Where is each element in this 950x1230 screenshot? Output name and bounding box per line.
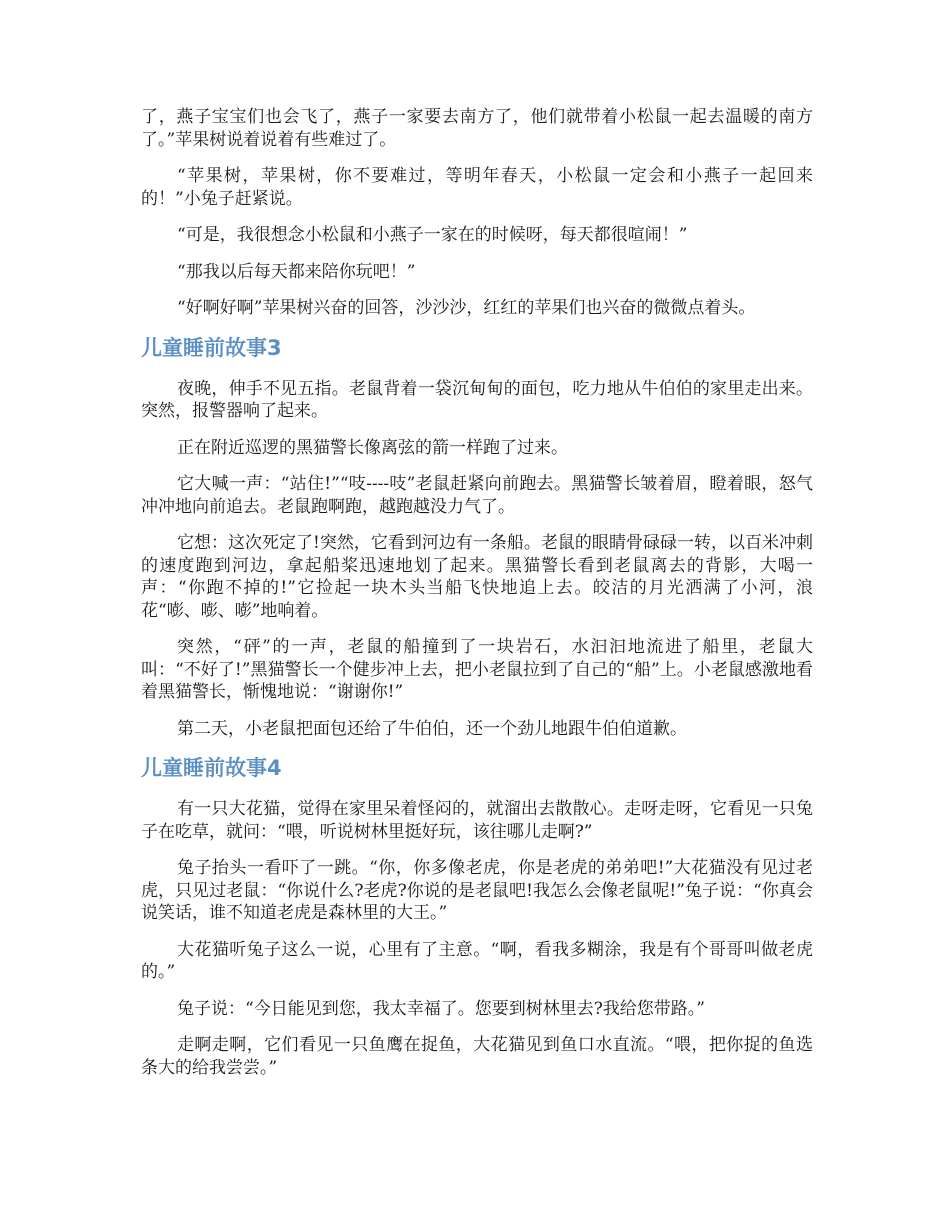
- paragraph: 第二天，小老鼠把面包还给了牛伯伯，还一个劲儿地跟牛伯伯道歉。: [177, 718, 687, 739]
- section-heading-story-4: 儿童睡前故事4: [141, 756, 282, 780]
- document-page: [141, 106, 813, 1093]
- paragraph: 兔子抬头一看吓了一跳。“你，你多像老虎，你是老虎的弟弟吧!”大花猫没有见过老虎，只见过老鼠：“你说什么?老虎?你说的是老鼠吧!我怎么会像老鼠呢!”兔子说：“你真会说笑话，谁不知道老虎是森林里的大王。”: [141, 858, 813, 923]
- paragraph: “好啊好啊”苹果树兴奋的回答，沙沙沙，红红的苹果们也兴奋的微微点着头。: [177, 298, 756, 318]
- paragraph: 走啊走啊，它们看见一只鱼鹰在捉鱼，大花猫见到鱼口水直流。“喂，把你捉的鱼选条大的给我尝尝。”: [141, 1035, 813, 1078]
- section-heading-story-3: 儿童睡前故事3: [141, 335, 282, 360]
- paragraph: “那我以后每天都来陪你玩吧！”: [177, 261, 416, 282]
- paragraph: 它想：这次死定了!突然，它看到河边有一条船。老鼠的眼睛骨碌碌一转，以百米冲刺的速度跑到河边，拿起船桨迅速地划了起来。黑猫警长看到老鼠离去的背影，大喝一声：“你跑不掉的!”它捡起一块木头当船飞快地追上去。皎洁的月光洒满了小河，浪花“嘭、嘭、嘭”地响着。: [141, 533, 813, 621]
- paragraph: “苹果树，苹果树，你不要难过，等明年春天，小松鼠一定会和小燕子一起回来的！”小兔子赶紧说。: [141, 166, 813, 209]
- paragraph: 它大喊一声：“站住!”“吱----吱”老鼠赶紧向前跑去。黑猫警长皱着眉，瞪着眼，怒气冲冲地向前追去。老鼠跑啊跑，越跑越没力气了。: [141, 474, 813, 517]
- paragraph: 突然，“砰”的一声，老鼠的船撞到了一块岩石，水汩汩地流进了船里，老鼠大叫：“不好了!”黑猫警长一个健步冲上去，把小老鼠拉到了自己的“船”上。小老鼠感激地看着黑猫警长，惭愧地说：“谢谢你!”: [141, 637, 813, 702]
- paragraph: 兔子说：“今日能见到您，我太幸福了。您要到树林里去?我给您带路。”: [177, 998, 705, 1019]
- paragraph: 有一只大花猫，觉得在家里呆着怪闷的，就溜出去散散心。走呀走呀，它看见一只兔子在吃草，就问：“喂，听说树林里挺好玩，该往哪儿走啊?”: [141, 799, 813, 842]
- paragraph: 了，燕子宝宝们也会飞了，燕子一家要去南方了，他们就带着小松鼠一起去温暖的南方了。”苹果树说着说着有些难过了。: [141, 107, 813, 150]
- paragraph: 夜晚，伸手不见五指。老鼠背着一袋沉甸甸的面包，吃力地从牛伯伯的家里走出来。突然，报警器响了起来。: [141, 378, 813, 421]
- paragraph: “可是，我很想念小松鼠和小燕子一家在的时候呀，每天都很喧闹！”: [177, 225, 688, 245]
- paragraph: 大花猫听兔子这么一说，心里有了主意。“啊，看我多糊涂，我是有个哥哥叫做老虎的。”: [141, 939, 813, 982]
- paragraph: 正在附近巡逻的黑猫警长像离弦的箭一样跑了过来。: [177, 437, 568, 458]
